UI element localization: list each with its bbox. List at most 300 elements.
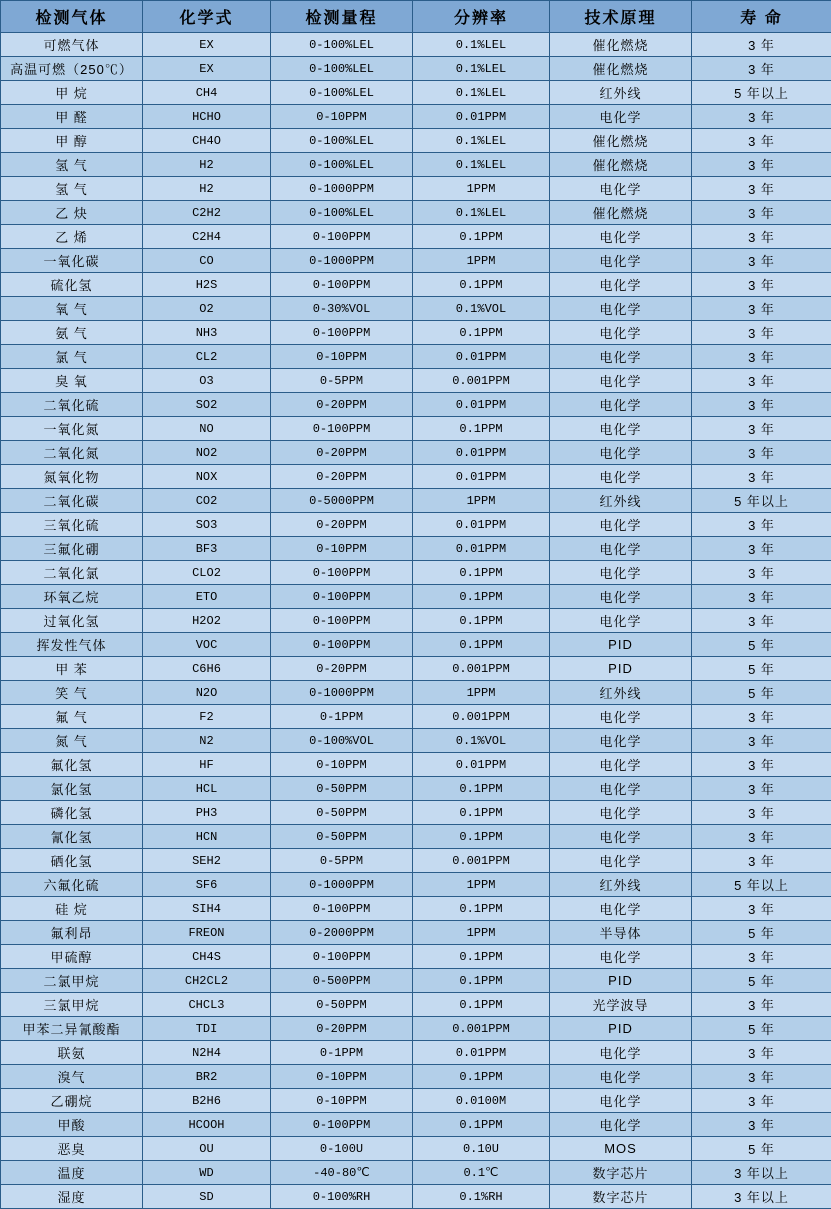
cell-measuring-range: 0-100PPM <box>271 1113 413 1137</box>
table-row <box>1 201 831 225</box>
cell-technical-principle: 电化学 <box>550 393 692 417</box>
cell-resolution: 0.01PPM <box>413 345 550 369</box>
table-row <box>1 753 831 777</box>
header-measuring-range: 检测量程 <box>271 1 413 33</box>
table-row <box>1 249 831 273</box>
cell-measuring-range: 0-100PPM <box>271 945 413 969</box>
cell-resolution: 0.1PPM <box>413 417 550 441</box>
cell-technical-principle: PID <box>550 633 692 657</box>
cell-measuring-range: 0-50PPM <box>271 777 413 801</box>
cell-chemical-formula: H2O2 <box>143 609 271 633</box>
table-row <box>1 345 831 369</box>
cell-gas-name: 三氧化硫 <box>1 513 143 537</box>
cell-resolution: 0.001PPM <box>413 849 550 873</box>
cell-chemical-formula: CH4S <box>143 945 271 969</box>
table-row <box>1 1041 831 1065</box>
cell-chemical-formula: C2H4 <box>143 225 271 249</box>
cell-gas-name: 一氧化碳 <box>1 249 143 273</box>
cell-resolution: 1PPM <box>413 681 550 705</box>
cell-measuring-range: 0-100%LEL <box>271 129 413 153</box>
cell-measuring-range: 0-50PPM <box>271 825 413 849</box>
cell-gas-name: 甲 苯 <box>1 657 143 681</box>
cell-technical-principle: 电化学 <box>550 1041 692 1065</box>
cell-lifetime: 3 年 <box>692 513 831 537</box>
cell-gas-name: 溴气 <box>1 1065 143 1089</box>
cell-chemical-formula: O2 <box>143 297 271 321</box>
cell-resolution: 0.001PPM <box>413 657 550 681</box>
cell-lifetime: 3 年 <box>692 1041 831 1065</box>
cell-chemical-formula: SF6 <box>143 873 271 897</box>
cell-chemical-formula: PH3 <box>143 801 271 825</box>
header-lifetime: 寿 命 <box>692 1 831 33</box>
cell-measuring-range: 0-1000PPM <box>271 873 413 897</box>
cell-measuring-range: 0-100%LEL <box>271 153 413 177</box>
cell-resolution: 0.0100M <box>413 1089 550 1113</box>
cell-lifetime: 3 年 <box>692 153 831 177</box>
cell-measuring-range: 0-100PPM <box>271 633 413 657</box>
cell-lifetime: 5 年以上 <box>692 873 831 897</box>
cell-resolution: 0.1%VOL <box>413 297 550 321</box>
cell-lifetime: 3 年 <box>692 105 831 129</box>
cell-resolution: 0.001PPM <box>413 705 550 729</box>
cell-chemical-formula: NH3 <box>143 321 271 345</box>
cell-gas-name: 湿度 <box>1 1185 143 1209</box>
cell-lifetime: 3 年 <box>692 417 831 441</box>
table-row <box>1 777 831 801</box>
cell-technical-principle: 红外线 <box>550 681 692 705</box>
cell-gas-name: 一氧化氮 <box>1 417 143 441</box>
table-row <box>1 417 831 441</box>
cell-measuring-range: 0-100PPM <box>271 609 413 633</box>
table-row <box>1 1065 831 1089</box>
cell-lifetime: 3 年 <box>692 465 831 489</box>
cell-gas-name: 甲酸 <box>1 1113 143 1137</box>
table-row <box>1 537 831 561</box>
cell-resolution: 0.01PPM <box>413 537 550 561</box>
table-row <box>1 657 831 681</box>
cell-lifetime: 3 年 <box>692 1113 831 1137</box>
cell-technical-principle: 红外线 <box>550 81 692 105</box>
cell-technical-principle: 催化燃烧 <box>550 33 692 57</box>
cell-measuring-range: 0-5000PPM <box>271 489 413 513</box>
cell-gas-name: 二氧化氯 <box>1 561 143 585</box>
cell-technical-principle: 电化学 <box>550 897 692 921</box>
cell-lifetime: 3 年 <box>692 705 831 729</box>
cell-gas-name: 二氧化硫 <box>1 393 143 417</box>
cell-technical-principle: 电化学 <box>550 945 692 969</box>
cell-resolution: 0.1%VOL <box>413 729 550 753</box>
cell-measuring-range: 0-10PPM <box>271 1065 413 1089</box>
header-chemical-formula: 化学式 <box>143 1 271 33</box>
cell-resolution: 0.1%LEL <box>413 129 550 153</box>
cell-measuring-range: 0-2000PPM <box>271 921 413 945</box>
cell-gas-name: 氢 气 <box>1 177 143 201</box>
cell-resolution: 0.01PPM <box>413 441 550 465</box>
cell-chemical-formula: SD <box>143 1185 271 1209</box>
cell-resolution: 0.1%LEL <box>413 81 550 105</box>
table-row <box>1 321 831 345</box>
cell-resolution: 0.1PPM <box>413 609 550 633</box>
cell-chemical-formula: N2O <box>143 681 271 705</box>
cell-chemical-formula: C6H6 <box>143 657 271 681</box>
cell-chemical-formula: HF <box>143 753 271 777</box>
cell-measuring-range: 0-100PPM <box>271 417 413 441</box>
cell-lifetime: 3 年 <box>692 297 831 321</box>
cell-gas-name: 硅 烷 <box>1 897 143 921</box>
cell-resolution: 0.1PPM <box>413 993 550 1017</box>
cell-chemical-formula: H2 <box>143 153 271 177</box>
cell-resolution: 0.1PPM <box>413 945 550 969</box>
table-row <box>1 1113 831 1137</box>
cell-resolution: 0.001PPM <box>413 369 550 393</box>
header-technical-principle: 技术原理 <box>550 1 692 33</box>
table-row <box>1 33 831 57</box>
cell-chemical-formula: NO2 <box>143 441 271 465</box>
table-row <box>1 1161 831 1185</box>
cell-chemical-formula: CL2 <box>143 345 271 369</box>
cell-lifetime: 3 年 <box>692 1065 831 1089</box>
cell-gas-name: 氨 气 <box>1 321 143 345</box>
table-row <box>1 465 831 489</box>
table-row <box>1 1185 831 1209</box>
cell-gas-name: 乙 炔 <box>1 201 143 225</box>
table-row <box>1 513 831 537</box>
cell-chemical-formula: HCOOH <box>143 1113 271 1137</box>
table-row <box>1 153 831 177</box>
cell-chemical-formula: SEH2 <box>143 849 271 873</box>
cell-resolution: 0.1PPM <box>413 321 550 345</box>
cell-lifetime: 3 年 <box>692 825 831 849</box>
cell-resolution: 0.1PPM <box>413 273 550 297</box>
cell-technical-principle: 电化学 <box>550 1089 692 1113</box>
cell-chemical-formula: HCHO <box>143 105 271 129</box>
cell-measuring-range: 0-30%VOL <box>271 297 413 321</box>
cell-technical-principle: 催化燃烧 <box>550 129 692 153</box>
table-row <box>1 801 831 825</box>
cell-technical-principle: 半导体 <box>550 921 692 945</box>
cell-measuring-range: 0-50PPM <box>271 993 413 1017</box>
cell-resolution: 0.1PPM <box>413 561 550 585</box>
cell-lifetime: 3 年 <box>692 801 831 825</box>
table-row <box>1 633 831 657</box>
cell-lifetime: 5 年以上 <box>692 489 831 513</box>
table-row <box>1 57 831 81</box>
cell-lifetime: 3 年 <box>692 993 831 1017</box>
cell-lifetime: 3 年 <box>692 321 831 345</box>
cell-resolution: 0.1%LEL <box>413 153 550 177</box>
cell-chemical-formula: CH4 <box>143 81 271 105</box>
cell-gas-name: 二氧化氮 <box>1 441 143 465</box>
table-row <box>1 273 831 297</box>
cell-technical-principle: 电化学 <box>550 561 692 585</box>
cell-resolution: 0.1%LEL <box>413 33 550 57</box>
table-row <box>1 681 831 705</box>
cell-lifetime: 3 年 <box>692 441 831 465</box>
cell-lifetime: 3 年 <box>692 33 831 57</box>
cell-resolution: 1PPM <box>413 177 550 201</box>
cell-gas-name: 氯化氢 <box>1 777 143 801</box>
cell-resolution: 1PPM <box>413 921 550 945</box>
cell-lifetime: 3 年以上 <box>692 1185 831 1209</box>
cell-chemical-formula: EX <box>143 33 271 57</box>
cell-gas-name: 甲苯二异氰酸酯 <box>1 1017 143 1041</box>
table-row <box>1 945 831 969</box>
table-row <box>1 81 831 105</box>
cell-lifetime: 3 年 <box>692 1089 831 1113</box>
cell-technical-principle: 电化学 <box>550 297 692 321</box>
cell-measuring-range: 0-10PPM <box>271 105 413 129</box>
cell-technical-principle: 催化燃烧 <box>550 153 692 177</box>
cell-measuring-range: 0-10PPM <box>271 753 413 777</box>
cell-technical-principle: 电化学 <box>550 441 692 465</box>
cell-measuring-range: -40-80℃ <box>271 1161 413 1185</box>
table-row <box>1 225 831 249</box>
cell-lifetime: 3 年 <box>692 369 831 393</box>
cell-measuring-range: 0-100%LEL <box>271 81 413 105</box>
table-row <box>1 177 831 201</box>
cell-lifetime: 3 年 <box>692 729 831 753</box>
cell-measuring-range: 0-20PPM <box>271 393 413 417</box>
cell-resolution: 0.01PPM <box>413 465 550 489</box>
cell-lifetime: 3 年 <box>692 273 831 297</box>
cell-measuring-range: 0-20PPM <box>271 441 413 465</box>
cell-chemical-formula: N2 <box>143 729 271 753</box>
cell-chemical-formula: CO2 <box>143 489 271 513</box>
cell-measuring-range: 0-1000PPM <box>271 249 413 273</box>
cell-measuring-range: 0-100%LEL <box>271 57 413 81</box>
cell-measuring-range: 0-1000PPM <box>271 177 413 201</box>
cell-resolution: 0.1PPM <box>413 801 550 825</box>
cell-lifetime: 5 年 <box>692 969 831 993</box>
table-row <box>1 849 831 873</box>
cell-lifetime: 5 年 <box>692 633 831 657</box>
cell-technical-principle: 电化学 <box>550 225 692 249</box>
cell-technical-principle: 电化学 <box>550 585 692 609</box>
cell-gas-name: 氟利昂 <box>1 921 143 945</box>
cell-chemical-formula: O3 <box>143 369 271 393</box>
table-row <box>1 1089 831 1113</box>
table-row <box>1 369 831 393</box>
cell-measuring-range: 0-1000PPM <box>271 681 413 705</box>
cell-lifetime: 5 年 <box>692 681 831 705</box>
cell-gas-name: 乙硼烷 <box>1 1089 143 1113</box>
table-row <box>1 393 831 417</box>
cell-resolution: 0.1PPM <box>413 1065 550 1089</box>
cell-lifetime: 3 年 <box>692 897 831 921</box>
table-header <box>1 1 831 33</box>
cell-gas-name: 挥发性气体 <box>1 633 143 657</box>
cell-lifetime: 3 年 <box>692 585 831 609</box>
cell-lifetime: 3 年 <box>692 129 831 153</box>
cell-technical-principle: 电化学 <box>550 705 692 729</box>
table-row <box>1 729 831 753</box>
cell-chemical-formula: NOX <box>143 465 271 489</box>
cell-technical-principle: 电化学 <box>550 105 692 129</box>
cell-technical-principle: PID <box>550 969 692 993</box>
table-row <box>1 705 831 729</box>
cell-technical-principle: 电化学 <box>550 345 692 369</box>
cell-gas-name: 三氯甲烷 <box>1 993 143 1017</box>
cell-resolution: 0.01PPM <box>413 1041 550 1065</box>
cell-gas-name: 可燃气体 <box>1 33 143 57</box>
cell-lifetime: 3 年 <box>692 249 831 273</box>
table-row <box>1 993 831 1017</box>
cell-gas-name: 氟 气 <box>1 705 143 729</box>
cell-technical-principle: PID <box>550 1017 692 1041</box>
table-row <box>1 1017 831 1041</box>
cell-gas-name: 甲 烷 <box>1 81 143 105</box>
cell-technical-principle: 电化学 <box>550 417 692 441</box>
cell-measuring-range: 0-10PPM <box>271 1089 413 1113</box>
cell-chemical-formula: ETO <box>143 585 271 609</box>
cell-resolution: 0.1PPM <box>413 825 550 849</box>
cell-measuring-range: 0-10PPM <box>271 345 413 369</box>
cell-gas-name: 甲硫醇 <box>1 945 143 969</box>
header-gas-name: 检测气体 <box>1 1 143 33</box>
cell-resolution: 0.01PPM <box>413 105 550 129</box>
table-row <box>1 441 831 465</box>
cell-gas-name: 甲 醛 <box>1 105 143 129</box>
cell-technical-principle: 电化学 <box>550 801 692 825</box>
cell-gas-name: 温度 <box>1 1161 143 1185</box>
cell-gas-name: 氮 气 <box>1 729 143 753</box>
cell-lifetime: 3 年 <box>692 393 831 417</box>
cell-measuring-range: 0-50PPM <box>271 801 413 825</box>
cell-lifetime: 3 年 <box>692 201 831 225</box>
cell-technical-principle: 电化学 <box>550 1065 692 1089</box>
cell-gas-name: 二氯甲烷 <box>1 969 143 993</box>
cell-lifetime: 5 年 <box>692 921 831 945</box>
cell-lifetime: 5 年以上 <box>692 81 831 105</box>
cell-lifetime: 3 年 <box>692 225 831 249</box>
cell-measuring-range: 0-20PPM <box>271 465 413 489</box>
cell-gas-name: 氢 气 <box>1 153 143 177</box>
cell-chemical-formula: HCL <box>143 777 271 801</box>
cell-gas-name: 恶臭 <box>1 1137 143 1161</box>
cell-resolution: 0.1PPM <box>413 585 550 609</box>
cell-resolution: 0.1%LEL <box>413 57 550 81</box>
cell-chemical-formula: HCN <box>143 825 271 849</box>
table-row <box>1 969 831 993</box>
table-body <box>1 33 831 1209</box>
cell-resolution: 0.001PPM <box>413 1017 550 1041</box>
cell-gas-name: 磷化氢 <box>1 801 143 825</box>
cell-chemical-formula: CH2CL2 <box>143 969 271 993</box>
cell-chemical-formula: C2H2 <box>143 201 271 225</box>
cell-measuring-range: 0-100%LEL <box>271 33 413 57</box>
table-row <box>1 1137 831 1161</box>
cell-chemical-formula: CLO2 <box>143 561 271 585</box>
cell-measuring-range: 0-20PPM <box>271 513 413 537</box>
cell-resolution: 0.1PPM <box>413 1113 550 1137</box>
cell-technical-principle: 红外线 <box>550 873 692 897</box>
cell-technical-principle: 电化学 <box>550 609 692 633</box>
cell-resolution: 0.1%RH <box>413 1185 550 1209</box>
cell-lifetime: 5 年 <box>692 657 831 681</box>
table-row <box>1 825 831 849</box>
cell-gas-name: 笑 气 <box>1 681 143 705</box>
table-row <box>1 129 831 153</box>
cell-lifetime: 3 年 <box>692 609 831 633</box>
cell-gas-name: 甲 醇 <box>1 129 143 153</box>
cell-chemical-formula: EX <box>143 57 271 81</box>
cell-technical-principle: 电化学 <box>550 753 692 777</box>
cell-technical-principle: 电化学 <box>550 177 692 201</box>
cell-resolution: 0.1PPM <box>413 969 550 993</box>
cell-technical-principle: 电化学 <box>550 249 692 273</box>
cell-gas-name: 氮氧化物 <box>1 465 143 489</box>
cell-technical-principle: 光学波导 <box>550 993 692 1017</box>
cell-technical-principle: 数字芯片 <box>550 1185 692 1209</box>
cell-technical-principle: 电化学 <box>550 513 692 537</box>
cell-chemical-formula: CO <box>143 249 271 273</box>
cell-technical-principle: 电化学 <box>550 1113 692 1137</box>
table-row <box>1 297 831 321</box>
cell-technical-principle: PID <box>550 657 692 681</box>
cell-technical-principle: 数字芯片 <box>550 1161 692 1185</box>
cell-technical-principle: 电化学 <box>550 321 692 345</box>
cell-gas-name: 六氟化硫 <box>1 873 143 897</box>
cell-measuring-range: 0-100PPM <box>271 897 413 921</box>
cell-resolution: 0.01PPM <box>413 393 550 417</box>
cell-technical-principle: 电化学 <box>550 777 692 801</box>
cell-gas-name: 氯 气 <box>1 345 143 369</box>
cell-measuring-range: 0-100PPM <box>271 225 413 249</box>
cell-gas-name: 硫化氢 <box>1 273 143 297</box>
cell-lifetime: 3 年 <box>692 777 831 801</box>
cell-resolution: 0.01PPM <box>413 513 550 537</box>
table-row <box>1 561 831 585</box>
cell-measuring-range: 0-100PPM <box>271 561 413 585</box>
cell-gas-name: 臭 氧 <box>1 369 143 393</box>
cell-chemical-formula: BR2 <box>143 1065 271 1089</box>
cell-chemical-formula: SO3 <box>143 513 271 537</box>
cell-gas-name: 三氟化硼 <box>1 537 143 561</box>
cell-gas-name: 硒化氢 <box>1 849 143 873</box>
cell-gas-name: 环氧乙烷 <box>1 585 143 609</box>
table-row <box>1 897 831 921</box>
cell-measuring-range: 0-100%RH <box>271 1185 413 1209</box>
table-row <box>1 489 831 513</box>
cell-measuring-range: 0-1PPM <box>271 1041 413 1065</box>
cell-resolution: 1PPM <box>413 489 550 513</box>
table-row <box>1 609 831 633</box>
cell-gas-name: 过氧化氢 <box>1 609 143 633</box>
table-row <box>1 585 831 609</box>
cell-technical-principle: 催化燃烧 <box>550 201 692 225</box>
cell-lifetime: 3 年 <box>692 537 831 561</box>
cell-measuring-range: 0-100%LEL <box>271 201 413 225</box>
cell-resolution: 0.1PPM <box>413 897 550 921</box>
table-row <box>1 105 831 129</box>
cell-gas-name: 氰化氢 <box>1 825 143 849</box>
cell-resolution: 0.1℃ <box>413 1161 550 1185</box>
cell-chemical-formula: VOC <box>143 633 271 657</box>
header-resolution: 分辨率 <box>413 1 550 33</box>
cell-technical-principle: 电化学 <box>550 825 692 849</box>
cell-chemical-formula: N2H4 <box>143 1041 271 1065</box>
cell-lifetime: 3 年 <box>692 177 831 201</box>
cell-gas-name: 联氨 <box>1 1041 143 1065</box>
cell-lifetime: 3 年 <box>692 561 831 585</box>
table-row <box>1 873 831 897</box>
cell-resolution: 0.10U <box>413 1137 550 1161</box>
cell-chemical-formula: WD <box>143 1161 271 1185</box>
cell-measuring-range: 0-100PPM <box>271 321 413 345</box>
cell-resolution: 1PPM <box>413 249 550 273</box>
cell-resolution: 0.01PPM <box>413 753 550 777</box>
cell-technical-principle: 电化学 <box>550 537 692 561</box>
